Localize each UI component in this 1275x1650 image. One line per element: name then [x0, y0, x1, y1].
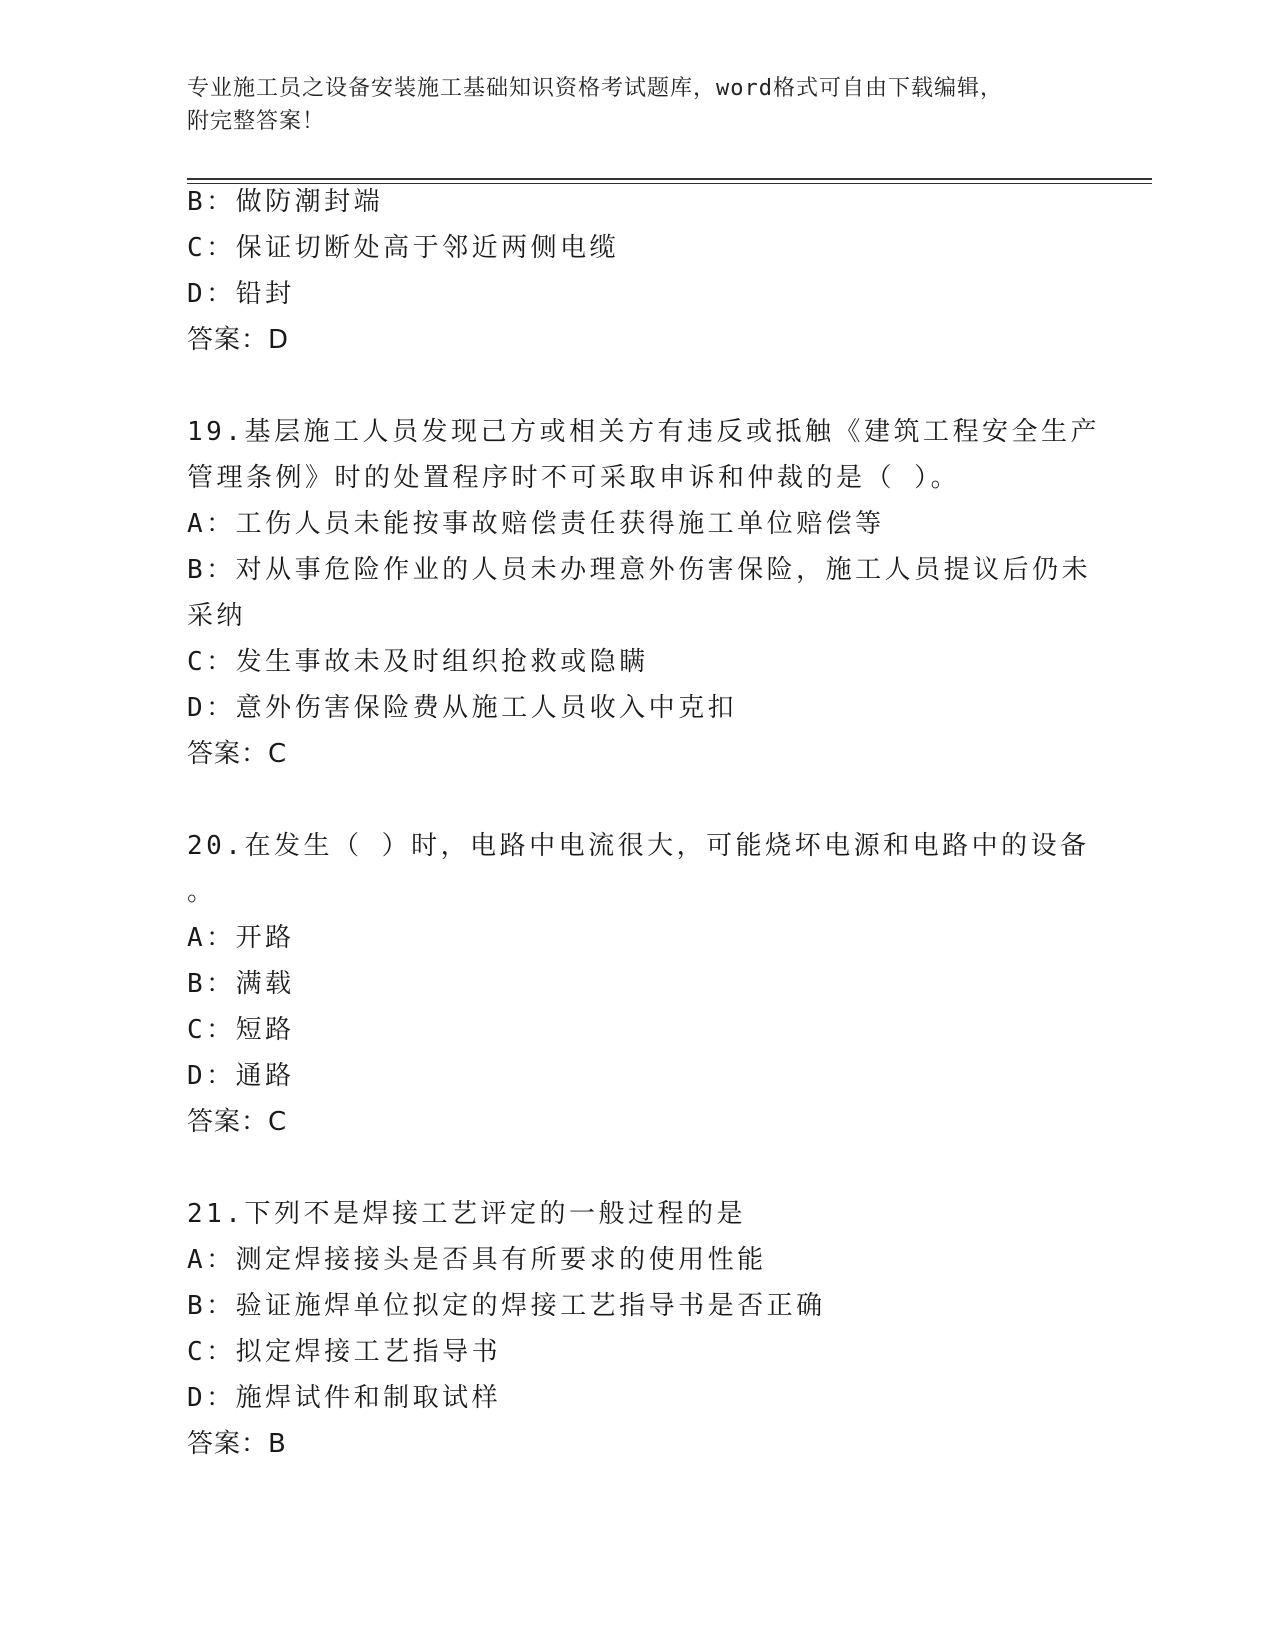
question-stem-cont: 管理条例》时的处置程序时不可采取申诉和仲裁的是（ ）。: [187, 463, 961, 493]
option-b: B：对从事危险作业的人员未办理意外伤害保险，施工人员提议后仍未: [187, 555, 1092, 585]
answer: 答案：B: [187, 1429, 287, 1459]
option-c: C：短路: [187, 1015, 295, 1045]
option-d: D：意外伤害保险费从施工人员收入中克扣: [187, 693, 738, 723]
question-stem: 20.在发生（ ）时，电路中电流很大，可能烧坏电源和电路中的设备: [187, 831, 1090, 861]
question-20: [187, 823, 1090, 1145]
question-19: [187, 409, 1100, 777]
option-a: A：工伤人员未能按事故赔偿责任获得施工单位赔偿等: [187, 509, 885, 539]
prev-question: [187, 179, 1087, 363]
answer: 答案：C: [187, 739, 288, 769]
spacer: [187, 777, 1087, 823]
answer: 答案：D: [187, 325, 290, 355]
question-list: [187, 179, 1100, 1467]
option-c: C：发生事故未及时组织抢救或隐瞒: [187, 647, 649, 677]
header-line-2: 附完整答案！: [187, 109, 326, 134]
option-d: D：施焊试件和制取试样: [187, 1383, 502, 1413]
option-a: A：开路: [187, 923, 295, 953]
header-line-1: 专业施工员之设备安装施工基础知识资格考试题库，word格式可自由下载编辑，: [187, 76, 1003, 101]
option-c: C：拟定焊接工艺指导书: [187, 1337, 502, 1367]
answer: 答案：C: [187, 1107, 288, 1137]
option-b: B：满载: [187, 969, 295, 999]
option-a: A：测定焊接接头是否具有所要求的使用性能: [187, 1245, 767, 1275]
spacer: [187, 363, 1087, 409]
question-stem-cont: 。: [187, 877, 217, 907]
option-d: D：通路: [187, 1061, 295, 1091]
question-stem: 21.下列不是焊接工艺评定的一般过程的是: [187, 1199, 746, 1229]
spacer: [187, 1145, 1087, 1191]
option-c: C：保证切断处高于邻近两侧电缆: [187, 233, 620, 263]
option-b: B：验证施焊单位拟定的焊接工艺指导书是否正确: [187, 1291, 826, 1321]
option-d: D：铅封: [187, 279, 295, 309]
question-stem: 19.基层施工人员发现己方或相关方有违反或抵触《建筑工程安全生产: [187, 417, 1100, 447]
question-21: [187, 1191, 1087, 1467]
document-header: [187, 72, 1067, 138]
option-b: B：做防潮封端: [187, 187, 384, 217]
option-b-cont: 采纳: [187, 601, 247, 631]
